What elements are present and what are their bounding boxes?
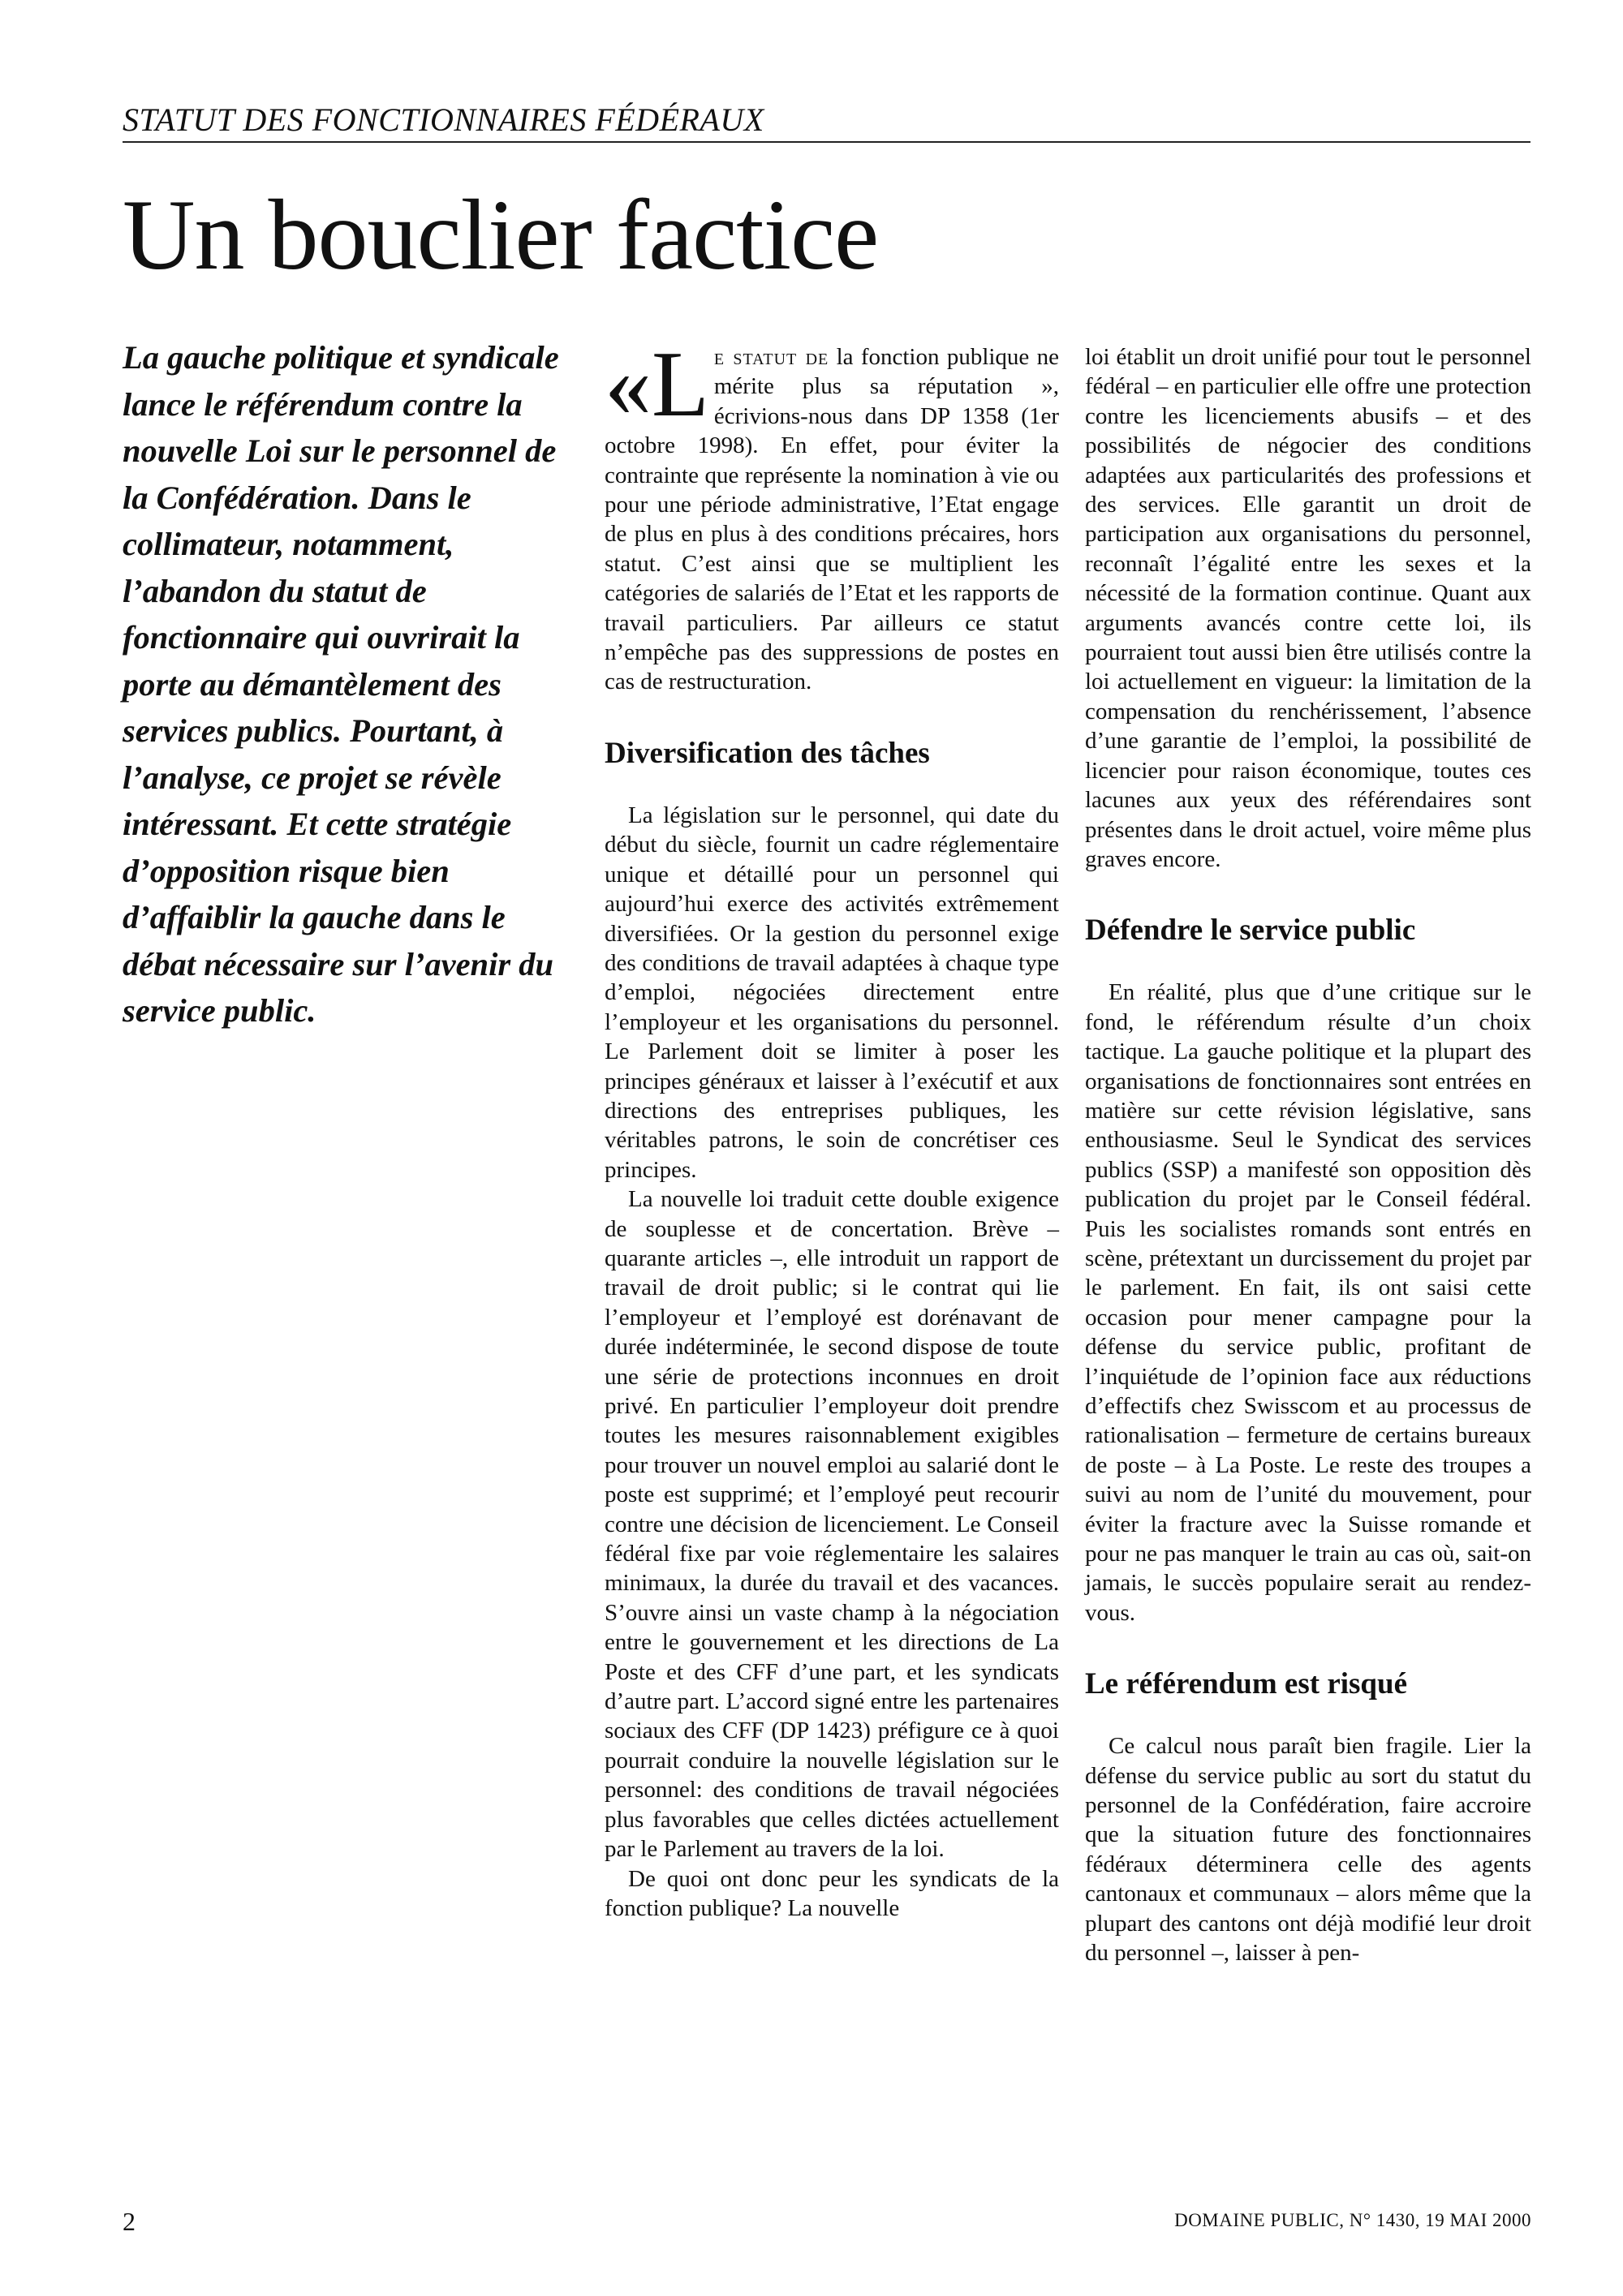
paragraph-continued: loi établit un droit unifié pour tout le personnel fédéral – en particulier elle offre une protection contre les licenciements abusifs – et des possibilités de négocier des conditions adaptées aux particularités des professions et des services. Elle garantit un droit de participation aux organisations du personnel, reconnaît l’égalité entre les sexes et la nécessité de la formation continue. Quant aux arguments avancés contre cette loi, ils pourraient tout aussi bien être utilisés contre la loi actuellement en vigueur: la limitation de la compensation du renchérissement, l’absence d’une garantie de l’emploi, la possibilité de licencier pour raison économique, toutes ces lacunes aux yeux des référendaires sont présentes dans le droit actuel, voire même plus graves encore. [1085,344,1531,872]
section-heading-diversification: Diversification des tâches [605,736,930,770]
paragraph: La nouvelle loi traduit cette double exigence de souplesse et de concertation. Brève – quarante articles –, elle introduit un rapport de travail de droit public; si le contrat qui lie l’employeur et l’employé est dorénavant de durée indéterminée, le second dispose de toute une série de protections inconnues en droit privé. En particulier l’employeur doit prendre toutes les mesures raisonnablement exigibles pour trouver un nouvel emploi au salarié dont le poste est supprimé; et l’employé peut recourir contre une décision de licenciement. Le Conseil fédéral fixe par voie réglementaire les salaires minimaux, la durée du travail et des vacances. S’ouvre ainsi un vaste champ à la négociation entre le gouvernement et les directions de La Poste et des CFF d’une part, et les syndicats d’autre part. L’accord signé entre les partenaires sociaux des CFF (DP 1423) préfigure ce à quoi pourrait conduire la nouvelle législation sur le personnel: des conditions de travail négociées plus favorables que celles dictées actuellement par le Parlement au travers de la loi. [605,1186,1059,1863]
article-lead [123,334,581,1034]
drop-cap: «L [605,333,709,436]
section-heading-defendre: Défendre le service public [1085,914,1416,948]
paragraph: En réalité, plus que d’une critique sur le fond, le référendum résulte d’un choix tactique. La gauche politique et la plupart des organisations de fonctionnaires sont entrées en matière sur cette révision législative, sans enthousiasme. Seul le Syndicat des services publics (SSP) a manifesté son opposition dès publication du projet par le Conseil fédéral. Puis les socialistes romands sont entrés en scène, prétextant un durcissement du projet par le parlement. En fait, ils ont saisi cette occasion pour mener campagne pour la défense du service public, profitant de l’inquiétude de l’opinion face aux réductions d’effectifs chez Swisscom et au processus de rationalisation – fermeture de certains bureaux de poste – à La Poste. Le reste des troupes a suivi au nom de l’unité du mouvement, pour éviter la fracture avec la Suisse romande et pour ne pas manquer le train au cas où, sait-on jamais, le succès populaire serait au rendez-vous. [1085,979,1531,1626]
intro-text: la fonction publique ne mérite plus sa réputation », écrivions-nous dans DP 1358 (1er octobre 1998). En effet, pour éviter la contrainte que représente la nomination à vie ou pour une période administrative, l’Etat engage de plus en plus à des conditions précaires, hors statut. C’est ainsi que se multiplient les catégories de salariés de l’Etat et les rapports de travail particuliers. Par ailleurs ce statut n’empêche pas des suppressions de postes en cas de restructuration. [605,344,1060,695]
intro-paragraph [605,333,1060,697]
paragraph: La législation sur le personnel, qui date du début du siècle, fournit un cadre réglementaire unique et détaillé pour un personnel qui aujourd’hui exerce des activités extrêmement diversifiées. Or la gestion du personnel exige des conditions de travail adaptées à chaque type d’emploi, négociées directement entre l’employeur et les organisations du personnel. Le Parlement doit se limiter à poser les principes généraux et laisser à l’exécutif et aux directions des entreprises publiques, les véritables patrons, le soin de concrétiser ces principes. [605,802,1059,1183]
section-rubric: STATUT DES FONCTIONNAIRES FÉDÉRAUX [123,101,1530,143]
publication-info: DOMAINE PUBLIC, N° 1430, 19 MAI 2000 [1174,2210,1531,2230]
paragraph: Ce calcul nous paraît bien fragile. Lier la défense du service public au sort du statut du personnel de la Confédération, faire accroire que la situation future des fonctionnaires fédéraux déterminera celle des agents cantonaux et communaux – alors même que la plupart des cantons ont déjà modifié leur droit du personnel –, laisser à pen- [1085,1733,1531,1967]
section-heading-referendum: Le référendum est risqué [1085,1667,1407,1701]
lead-text: La gauche politique et syndicale lance le référendum contre la nouvelle Loi sur le personnel de la Confédération. Dans le collimateur, notamment, l’abandon du statut de fonctionnaire qui ouvrirait la porte au démantèlement des services publics. Pourtant, à l’analyse, ce projet se révèle intéressant. Et cette stratégie d’opposition risque bien d’affaiblir la gauche dans le débat nécessaire sur l’avenir du service public. [123,339,559,1029]
page-number: 2 [123,2207,136,2236]
article-title: Un bouclier factice [123,179,879,290]
paragraph: De quoi ont donc peur les syndicats de la fonction publique? La nouvelle [605,1865,1059,1921]
text-column-1 [605,333,1060,1923]
intro-smallcaps: e statut de [713,344,829,370]
text-column-2 [1085,342,1531,1968]
